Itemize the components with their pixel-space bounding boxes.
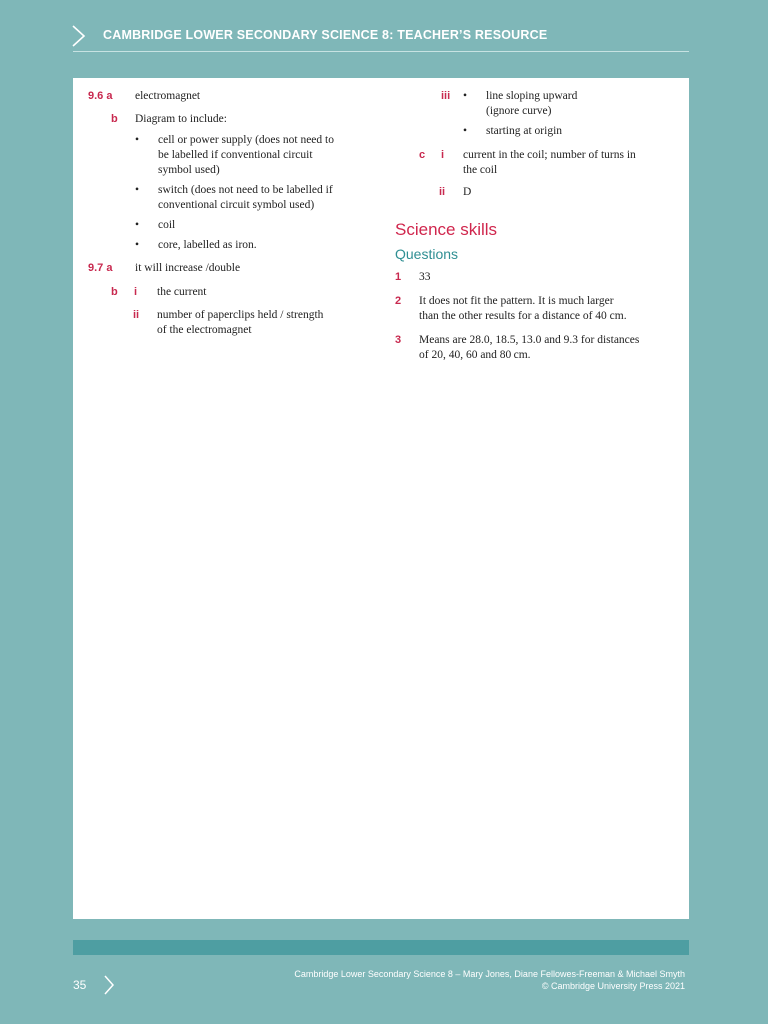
question-subpart: iii bbox=[441, 90, 451, 102]
footer-credit: Cambridge Lower Secondary Science 8 – Mary Jones, Diane Fellowes-Freeman & Michael Smyth bbox=[294, 969, 685, 979]
question-part: c bbox=[419, 149, 426, 161]
answer-line: It does not fit the pattern. It is much larger bbox=[419, 295, 614, 307]
page-number: 35 bbox=[73, 978, 87, 992]
bullet-line: be labelled if conventional circuit bbox=[158, 149, 313, 161]
bullet-line: cell or power supply (does not need to bbox=[158, 134, 334, 146]
bullet-line: coil bbox=[158, 219, 176, 231]
bullet-line: conventional circuit symbol used) bbox=[158, 199, 315, 211]
answer-text: electromagnet bbox=[135, 90, 201, 102]
question-subpart: ii bbox=[439, 186, 446, 198]
question-number: 9.6 a bbox=[88, 90, 113, 102]
bullet-line: switch (does not need to be labelled if bbox=[158, 184, 333, 196]
chevron-right-icon bbox=[102, 974, 116, 996]
answer-line: of the electromagnet bbox=[157, 324, 252, 336]
bullet-line: symbol used) bbox=[158, 164, 220, 176]
bullet-line: starting at origin bbox=[486, 125, 563, 137]
question-subpart: ii bbox=[133, 309, 140, 321]
question-part: b bbox=[111, 113, 118, 125]
section-title: Science skills bbox=[395, 220, 498, 239]
footer-copyright: © Cambridge University Press 2021 bbox=[541, 981, 685, 991]
question-number: 3 bbox=[395, 334, 402, 346]
header-divider bbox=[73, 51, 689, 52]
answer-line: of 20, 40, 60 and 80 cm. bbox=[419, 349, 531, 361]
answer-text: the current bbox=[157, 286, 207, 298]
answer-line: number of paperclips held / strength bbox=[157, 309, 324, 321]
chevron-right-icon bbox=[70, 24, 88, 48]
question-number: 1 bbox=[395, 271, 402, 283]
bullet-line: core, labelled as iron. bbox=[158, 239, 257, 251]
bullet-marker: • bbox=[135, 239, 140, 251]
header-title: CAMBRIDGE LOWER SECONDARY SCIENCE 8: TEACHER’S RESOURCE bbox=[103, 28, 548, 42]
bullet-marker: • bbox=[463, 90, 468, 102]
question-subpart: i bbox=[441, 149, 445, 161]
answer-text: D bbox=[463, 186, 472, 198]
answer-line: than the other results for a distance of 40 cm. bbox=[419, 310, 627, 322]
answer-line: current in the coil; number of turns in bbox=[463, 149, 636, 161]
question-subpart: i bbox=[134, 286, 138, 298]
question-part: b bbox=[111, 286, 118, 298]
bullet-marker: • bbox=[463, 125, 468, 137]
answer-text: it will increase /double bbox=[135, 262, 241, 274]
questions-subtitle: Questions bbox=[395, 246, 459, 262]
question-number: 9.7 a bbox=[88, 262, 113, 274]
answer-text: Diagram to include: bbox=[135, 113, 227, 125]
bullet-marker: • bbox=[135, 184, 140, 196]
answer-line: the coil bbox=[463, 164, 498, 176]
bullet-line: (ignore curve) bbox=[486, 105, 552, 117]
bullet-line: line sloping upward bbox=[486, 90, 578, 102]
bullet-marker: • bbox=[135, 219, 140, 231]
answer-line: Means are 28.0, 18.5, 13.0 and 9.3 for distances bbox=[419, 334, 640, 346]
bullet-marker: • bbox=[135, 134, 140, 146]
footer-band bbox=[73, 940, 689, 955]
answer-text: 33 bbox=[419, 271, 431, 283]
page-content bbox=[73, 78, 689, 919]
question-number: 2 bbox=[395, 295, 402, 307]
